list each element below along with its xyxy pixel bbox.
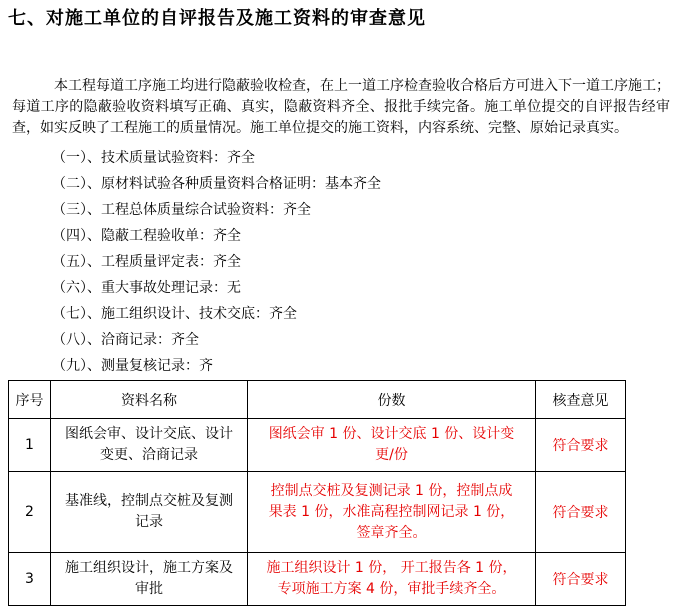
list-item: （九）、测量复核记录：齐 [52, 358, 213, 374]
row-no: 3 [9, 553, 51, 606]
header-opinion: 核查意见 [536, 381, 626, 419]
row-count [248, 553, 536, 606]
review-table [8, 380, 626, 606]
list-item: （一）、技术质量试验资料：齐全 [52, 150, 255, 166]
row-name-line: 施工组织设计，施工方案及 [65, 560, 233, 576]
row-count-line: 签章齐全。 [356, 524, 427, 541]
row-name-line: 图纸会审、设计交底、设计 [65, 426, 233, 442]
header-no: 序号 [9, 381, 51, 419]
header-name: 资料名称 [51, 381, 248, 419]
section-heading: 七、对施工单位的自评报告及施工资料的审查意见 [8, 8, 426, 29]
table-row [9, 553, 626, 606]
table-row [9, 472, 626, 553]
table-row [9, 419, 626, 472]
row-name [51, 472, 248, 553]
row-name [51, 553, 248, 606]
list-item: （五）、工程质量评定表：齐全 [52, 254, 241, 270]
row-name-line: 变更、洽商记录 [100, 447, 198, 463]
row-name [51, 419, 248, 472]
row-count-line: 施工组织设计 1 份， 开工报告各 1 份， [266, 560, 517, 576]
row-count-line: 图纸会审 1 份、设计交底 1 份、设计变 [268, 426, 515, 442]
row-no: 2 [9, 472, 51, 553]
row-count [248, 472, 536, 553]
list-item: （七）、施工组织设计、技术交底：齐全 [52, 306, 297, 322]
row-name-line: 记录 [135, 514, 163, 530]
list-item: （二）、原材料试验各种质量资料合格证明：基本齐全 [52, 176, 381, 192]
list-item: （八）、洽商记录：齐全 [52, 332, 199, 348]
row-opinion: 符合要求 [536, 472, 626, 553]
row-name-line: 基准线，控制点交桩及复测 [65, 493, 233, 509]
table-header-row [9, 381, 626, 419]
row-opinion: 符合要求 [536, 553, 626, 606]
row-count-line: 果表 1 份，水准高程控制网记录 1 份， [268, 503, 515, 520]
list-item: （三）、工程总体质量综合试验资料：齐全 [52, 202, 311, 218]
list-item: （六）、重大事故处理记录：无 [52, 280, 241, 296]
row-count-line: 专项施工方案 4 份，审批手续齐全。 [277, 581, 506, 597]
header-count: 份数 [248, 381, 536, 419]
row-no: 1 [9, 419, 51, 472]
row-name-line: 审批 [135, 581, 163, 597]
list-item: （四）、隐蔽工程验收单：齐全 [52, 228, 241, 244]
document-list [52, 148, 381, 382]
row-count [248, 419, 536, 472]
review-paragraph: 本工程每道工序施工均进行隐蔽验收检查，在上一道工序检查验收合格后方可进入下一道工序施工；每道工序的隐蔽验收资料填写正确、真实，隐蔽资料齐全、报批手续完备。施工单位提交的自评报告经审查，如实反映了工程施工的质量情况。施工单位提交的施工资料，内容系统、完整、原始记录真实。 [12, 78, 670, 136]
row-count-line: 更/份 [375, 447, 408, 463]
row-opinion: 符合要求 [536, 419, 626, 472]
row-count-line: 控制点交桩及复测记录 1 份，控制点成 [270, 482, 513, 499]
